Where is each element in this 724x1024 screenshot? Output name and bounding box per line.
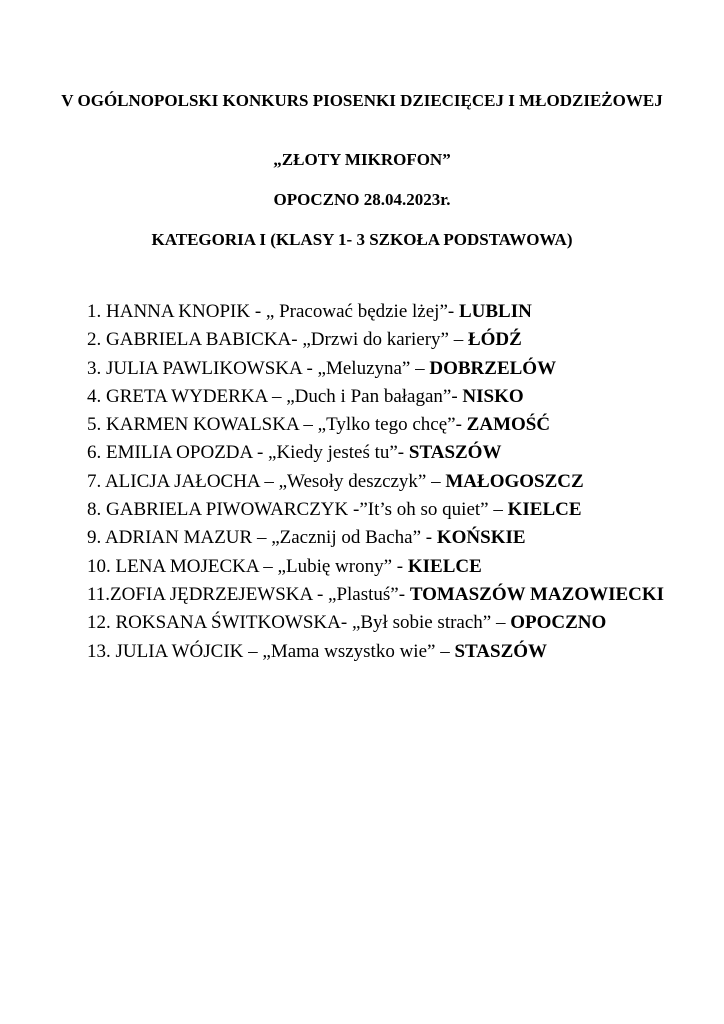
category-title: KATEGORIA I (KLASY 1- 3 SZKOŁA PODSTAWOWA): [151, 230, 573, 249]
entry-text: 7. ALICJA JAŁOCHA – „Wesoły deszczyk” –: [87, 470, 446, 492]
list-item: [87, 383, 687, 411]
entry-text: 4. GRETA WYDERKA – „Duch i Pan bałagan”-: [87, 385, 463, 407]
participants-list: [87, 298, 687, 666]
competition-name: „ZŁOTY MIKROFON”: [273, 150, 451, 169]
entry-city: ZAMOŚĆ: [466, 414, 551, 436]
list-item: [87, 553, 687, 581]
entry-text: 13. JULIA WÓJCIK – „Mama wszystko wie” –: [87, 640, 455, 662]
entry-city: LUBLIN: [458, 301, 532, 322]
entry-city: KOŃSKIE: [436, 527, 526, 549]
entry-text: 5. KARMEN KOWALSKA – „Tylko tego chcę”-: [87, 414, 467, 436]
entry-city: STASZÓW: [454, 640, 548, 662]
entry-city: ŁÓDŹ: [467, 329, 522, 351]
list-item: [87, 326, 687, 354]
entry-city: MAŁOGOSZCZ: [445, 470, 584, 492]
entry-city: TOMASZÓW MAZOWIECKI: [409, 583, 665, 605]
entry-city: NISKO: [462, 385, 524, 407]
entry-city: STASZÓW: [408, 442, 502, 464]
list-item: [87, 298, 687, 326]
list-item: [87, 411, 687, 439]
list-item: [87, 524, 687, 552]
list-item: [87, 609, 687, 637]
entry-text: 12. ROKSANA ŚWITKOWSKA- „Był sobie strach” –: [87, 612, 511, 634]
entry-text: 3. JULIA PAWLIKOWSKA - „Meluzyna” –: [87, 357, 430, 379]
list-item: [87, 439, 687, 467]
list-item: [87, 581, 687, 609]
entry-city: OPOCZNO: [510, 612, 607, 634]
list-item: [87, 468, 687, 496]
entry-city: KIELCE: [407, 555, 482, 577]
list-item: [87, 355, 687, 383]
entry-text: 11.ZOFIA JĘDRZEJEWSKA - „Plastuś”-: [87, 583, 410, 605]
competition-title: V OGÓLNOPOLSKI KONKURS PIOSENKI DZIECIĘCEJ I MŁODZIEŻOWEJ: [61, 91, 663, 110]
event-location-date: OPOCZNO 28.04.2023r.: [273, 190, 451, 209]
entry-city: KIELCE: [507, 499, 582, 521]
entry-text: 2. GABRIELA BABICKA- „Drzwi do kariery” –: [87, 329, 468, 351]
entry-text: 1. HANNA KNOPIK - „ Pracować będzie lżej”-: [87, 301, 459, 322]
entry-text: 10. LENA MOJECKA – „Lubię wrony” -: [87, 555, 408, 577]
entry-city: DOBRZELÓW: [429, 357, 557, 379]
list-item: [87, 496, 687, 524]
entry-text: 9. ADRIAN MAZUR – „Zacznij od Bacha” -: [87, 527, 437, 549]
entry-text: 8. GABRIELA PIWOWARCZYK -”It’s oh so quiet” –: [87, 499, 508, 521]
list-item: [87, 638, 687, 666]
entry-text: 6. EMILIA OPOZDA - „Kiedy jesteś tu”-: [87, 442, 409, 464]
